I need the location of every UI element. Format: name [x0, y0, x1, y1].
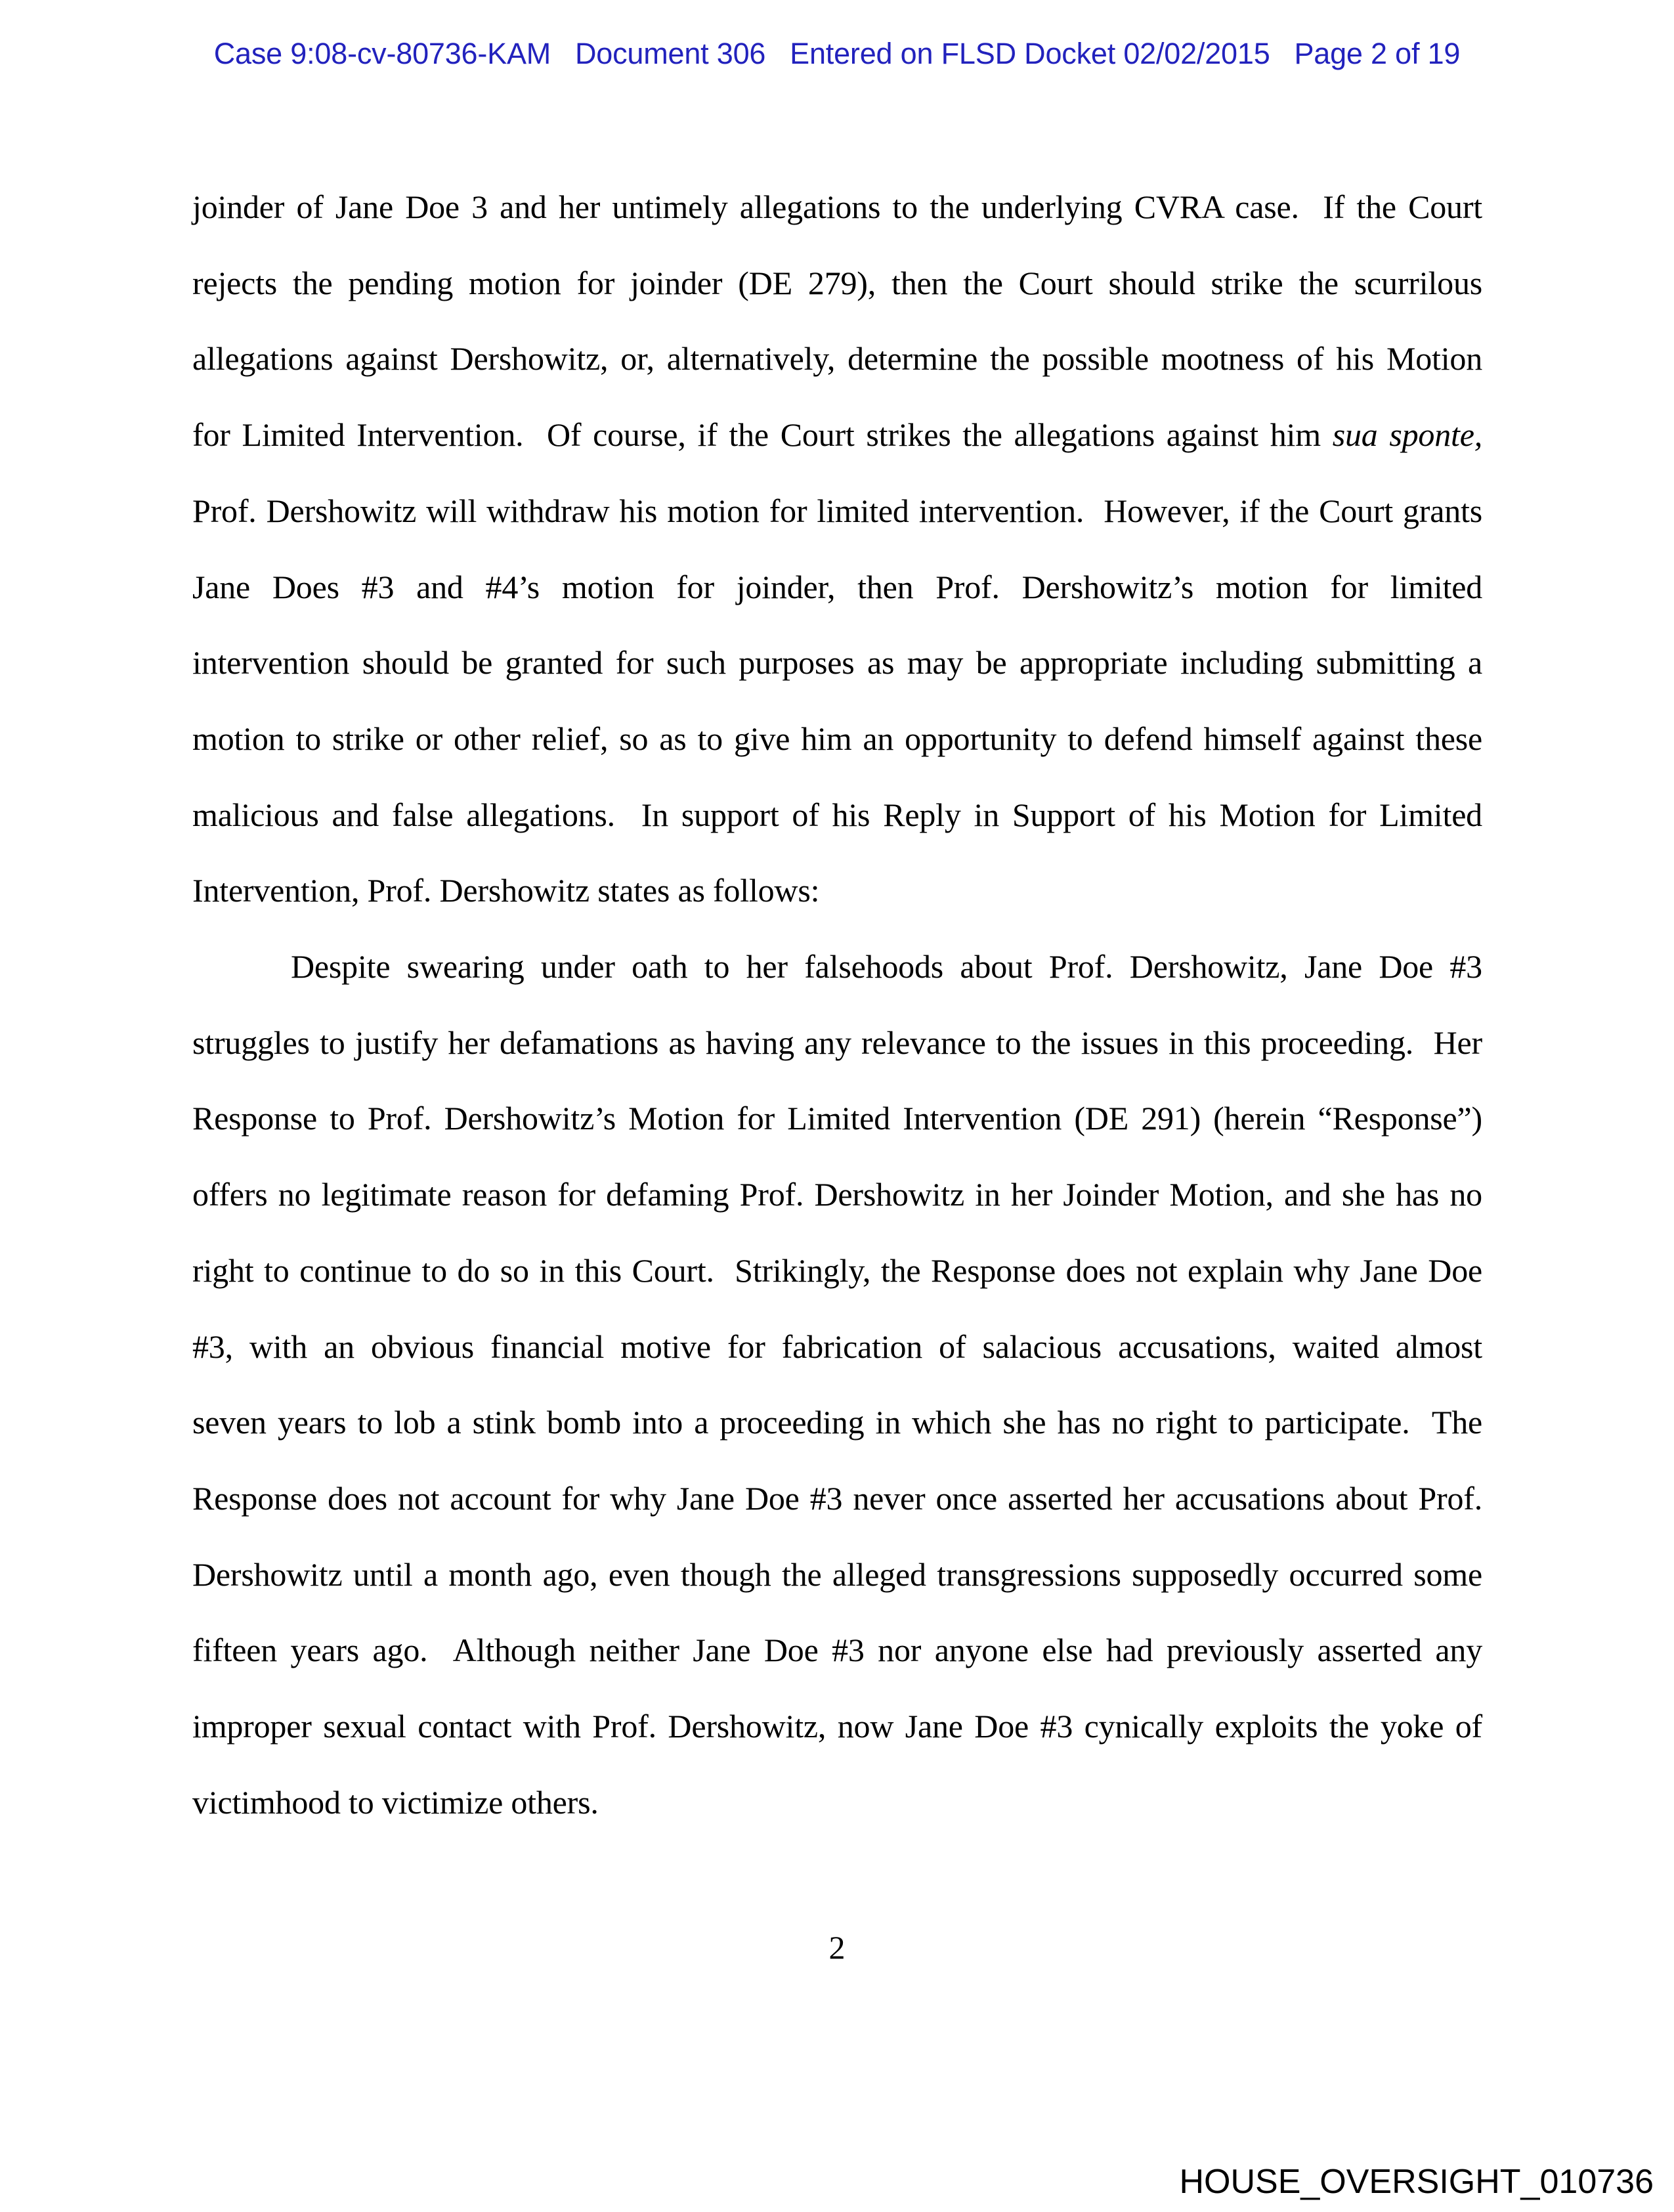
text-segment: rejects the pending motion for joinder (DE 279), then the Court should strike the scurrilous	[192, 264, 1482, 301]
body-line	[192, 1537, 1482, 1613]
text-segment: Despite swearing under oath to her falsehoods about Prof. Dershowitz, Jane Doe #3	[291, 948, 1482, 986]
text-segment: allegations against Dershowitz, or, alternatively, determine the possible mootness of his Motion	[192, 340, 1482, 378]
text-segment: joinder of Jane Doe 3 and her untimely allegations to the underlying CVRA case. If the Court	[192, 188, 1482, 225]
text-segment: right to continue to do so in this Court. Strikingly, the Response does not explain why Jane Doe	[192, 1251, 1482, 1289]
text-segment: Prof. Dershowitz will withdraw his motion for limited intervention. However, if the Court grants	[192, 492, 1482, 529]
text-segment: Dershowitz until a month ago, even though the alleged transgressions supposedly occurred some	[192, 1555, 1482, 1593]
body-line	[192, 929, 1482, 1005]
document-body	[192, 169, 1482, 1840]
text-segment: #3, with an obvious financial motive for fabrication of salacious accusations, waited almost	[192, 1328, 1482, 1365]
text-segment: Response to Prof. Dershowitz’s Motion for Limited Intervention (DE 291) (herein “Response”)	[192, 1100, 1482, 1137]
text-segment: motion to strike or other relief, so as to give him an opportunity to defend himself against these	[192, 720, 1482, 757]
text-segment: improper sexual contact with Prof. Dershowitz, now Jane Doe #3 cynically exploits the yoke of	[192, 1708, 1482, 1745]
body-line	[192, 625, 1482, 701]
body-line	[192, 321, 1482, 397]
body-line	[192, 1689, 1482, 1765]
body-line	[192, 853, 1482, 929]
body-line	[192, 1157, 1482, 1233]
body-line	[192, 473, 1482, 550]
body-line	[192, 1005, 1482, 1081]
text-segment: offers no legitimate reason for defaming Prof. Dershowitz in her Joinder Motion, and she has no	[192, 1176, 1482, 1213]
text-segment: victimhood to victimize others.	[192, 1783, 599, 1821]
body-line	[192, 1309, 1482, 1385]
text-segment: malicious and false allegations. In support of his Reply in Support of his Motion for Limited	[192, 796, 1482, 833]
body-line	[192, 550, 1482, 626]
page-number: 2	[828, 1929, 846, 1966]
text-segment: for Limited Intervention. Of course, if the Court strikes the allegations against him	[192, 416, 1333, 454]
text-segment: Intervention, Prof. Dershowitz states as follows:	[192, 872, 820, 909]
text-segment: seven years to lob a stink bomb into a proceeding in which she has no right to participate. The	[192, 1404, 1482, 1441]
text-segment: Response does not account for why Jane Doe #3 never once asserted her accusations about Prof.	[192, 1479, 1482, 1517]
body-line	[192, 1233, 1482, 1309]
text-segment: intervention should be granted for such purposes as may be appropriate including submitting a	[192, 644, 1482, 682]
body-line	[192, 397, 1482, 473]
body-line	[192, 246, 1482, 322]
body-line	[192, 1765, 1482, 1841]
paragraph	[192, 169, 1482, 929]
body-line	[192, 169, 1482, 246]
body-line	[192, 777, 1482, 854]
paragraph	[192, 929, 1482, 1840]
cmecf-case-header: Case 9:08-cv-80736-KAM Document 306 Entered on FLSD Docket 02/02/2015 Page 2 of 19	[213, 37, 1461, 70]
italic-text-segment: sua sponte,	[1332, 416, 1483, 454]
text-segment: fifteen years ago. Although neither Jane Doe #3 nor anyone else had previously asserted any	[192, 1632, 1482, 1669]
text-segment: struggles to justify her defamations as having any relevance to the issues in this proceeding. Her	[192, 1024, 1482, 1061]
bates-number: HOUSE_OVERSIGHT_010736	[1179, 2163, 1654, 2201]
body-line	[192, 1613, 1482, 1689]
body-line	[192, 1081, 1482, 1157]
body-line	[192, 1385, 1482, 1461]
text-segment: Jane Does #3 and #4’s motion for joinder, then Prof. Dershowitz’s motion for limited	[192, 568, 1482, 605]
body-line	[192, 701, 1482, 777]
body-line	[192, 1461, 1482, 1537]
